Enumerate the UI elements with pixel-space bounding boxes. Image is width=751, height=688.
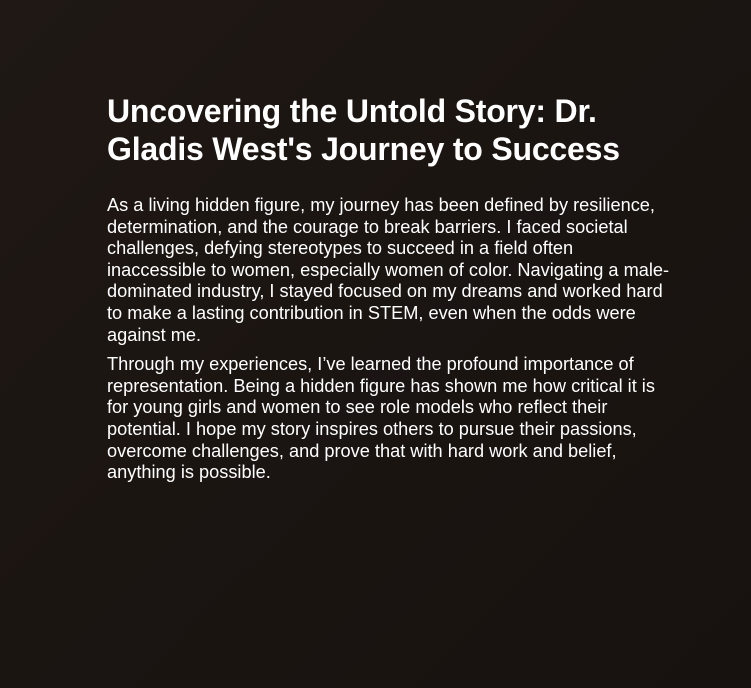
article-paragraph-2: Through my experiences, I’ve learned the profound importance of representation. Being a hidden figure has shown me how critical it is for young girls and women to see role models who reflect their potential. I hope my story inspires others to pursue their passions, overcome challenges, and prove that with hard work and belief, anything is possible. — [107, 354, 655, 483]
article-container — [107, 92, 692, 492]
article-title: Uncovering the Untold Story: Dr. Gladis West's Journey to Success — [107, 93, 620, 167]
article-paragraph-1: As a living hidden figure, my journey has been defined by resilience, determination, and the courage to break barriers. I faced societal challenges, defying stereotypes to succeed in a field often inaccessible to women, especially women of color. Navigating a male-dominated industry, I stayed focused on my dreams and worked hard to make a lasting contribution in STEM, even when the odds were against me. — [107, 195, 670, 345]
